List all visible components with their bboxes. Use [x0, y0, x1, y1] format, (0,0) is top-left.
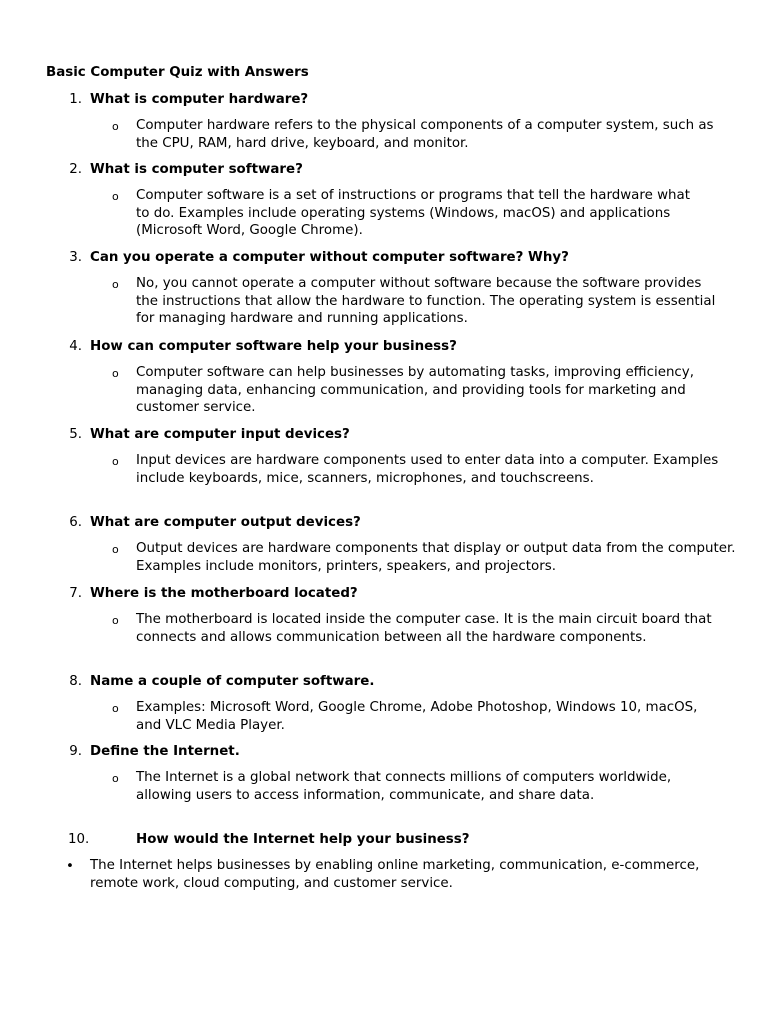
- answer-1-text: Computer hardware refers to the physical components of a computer system, such as the CPU, RAM, hard drive, keyboard, and monitor.: [136, 118, 714, 151]
- question-9-text: Define the Internet.: [90, 744, 240, 759]
- answer-5-text: Input devices are hardware components used to enter data into a computer. Examples include keyboards, mice, scanners, microphones, and touchscreens.: [136, 453, 719, 486]
- question-4-number: 4.: [69, 339, 82, 354]
- document-title: Basic Computer Quiz with Answers: [46, 65, 309, 80]
- question-1-number: 1.: [69, 92, 82, 107]
- answer-7-text: The motherboard is located inside the computer case. It is the main circuit board that connects and allows communication between all the hardware components.: [136, 612, 712, 645]
- answer-7-bullet: o: [112, 614, 119, 627]
- question-7-text: Where is the motherboard located?: [90, 586, 358, 601]
- question-2-text: What is computer software?: [90, 162, 303, 177]
- question-4-text: How can computer software help your business?: [90, 339, 457, 354]
- answer-9-text: The Internet is a global network that connects millions of computers worldwide, allowing users to access information, communicate, and share data.: [136, 770, 672, 803]
- question-3-number: 3.: [69, 250, 82, 265]
- answer-10-bullet: •: [66, 859, 74, 874]
- answer-5-bullet: o: [112, 455, 119, 468]
- question-10-text: How would the Internet help your business?: [136, 832, 470, 847]
- question-1-text: What is computer hardware?: [90, 92, 309, 107]
- question-2-number: 2.: [69, 162, 82, 177]
- answer-2-bullet: o: [112, 190, 119, 203]
- answer-8-text: Examples: Microsoft Word, Google Chrome, Adobe Photoshop, Windows 10, macOS, and VLC Media Player.: [136, 700, 698, 733]
- answer-8-bullet: o: [112, 702, 119, 715]
- question-10-number: 10.: [68, 832, 90, 847]
- answer-4-bullet: o: [112, 367, 119, 380]
- question-8-number: 8.: [69, 674, 82, 689]
- answer-6-bullet: o: [112, 543, 119, 556]
- question-9-number: 9.: [69, 744, 82, 759]
- question-5-number: 5.: [69, 427, 82, 442]
- question-8-text: Name a couple of computer software.: [90, 674, 375, 689]
- question-6-text: What are computer output devices?: [90, 515, 361, 530]
- answer-9-bullet: o: [112, 772, 119, 785]
- answer-3-bullet: o: [112, 278, 119, 291]
- answer-1-bullet: o: [112, 120, 119, 133]
- question-7-number: 7.: [69, 586, 82, 601]
- answer-3-text: No, you cannot operate a computer without software because the software provides the instructions that allow the hardware to function. The operating system is essential for managing hardware and running applications.: [136, 276, 716, 327]
- question-5-text: What are computer input devices?: [90, 427, 350, 442]
- question-3-text: Can you operate a computer without computer software? Why?: [90, 250, 569, 265]
- answer-4-text: Computer software can help businesses by automating tasks, improving efficiency, managing data, enhancing communication, and providing tools for marketing and customer service.: [136, 365, 694, 416]
- answer-10-text: The Internet helps businesses by enabling online marketing, communication, e-commerce, remote work, cloud computing, and customer service.: [90, 858, 700, 891]
- question-6-number: 6.: [69, 515, 82, 530]
- answer-2-text: Computer software is a set of instructions or programs that tell the hardware what to do. Examples include operating systems (Windows, macOS) and applications (Microsoft Word, Google Chrome).: [136, 188, 690, 239]
- answer-6-text: Output devices are hardware components that display or output data from the computer. Examples include monitors, printers, speakers, and projectors.: [136, 541, 736, 574]
